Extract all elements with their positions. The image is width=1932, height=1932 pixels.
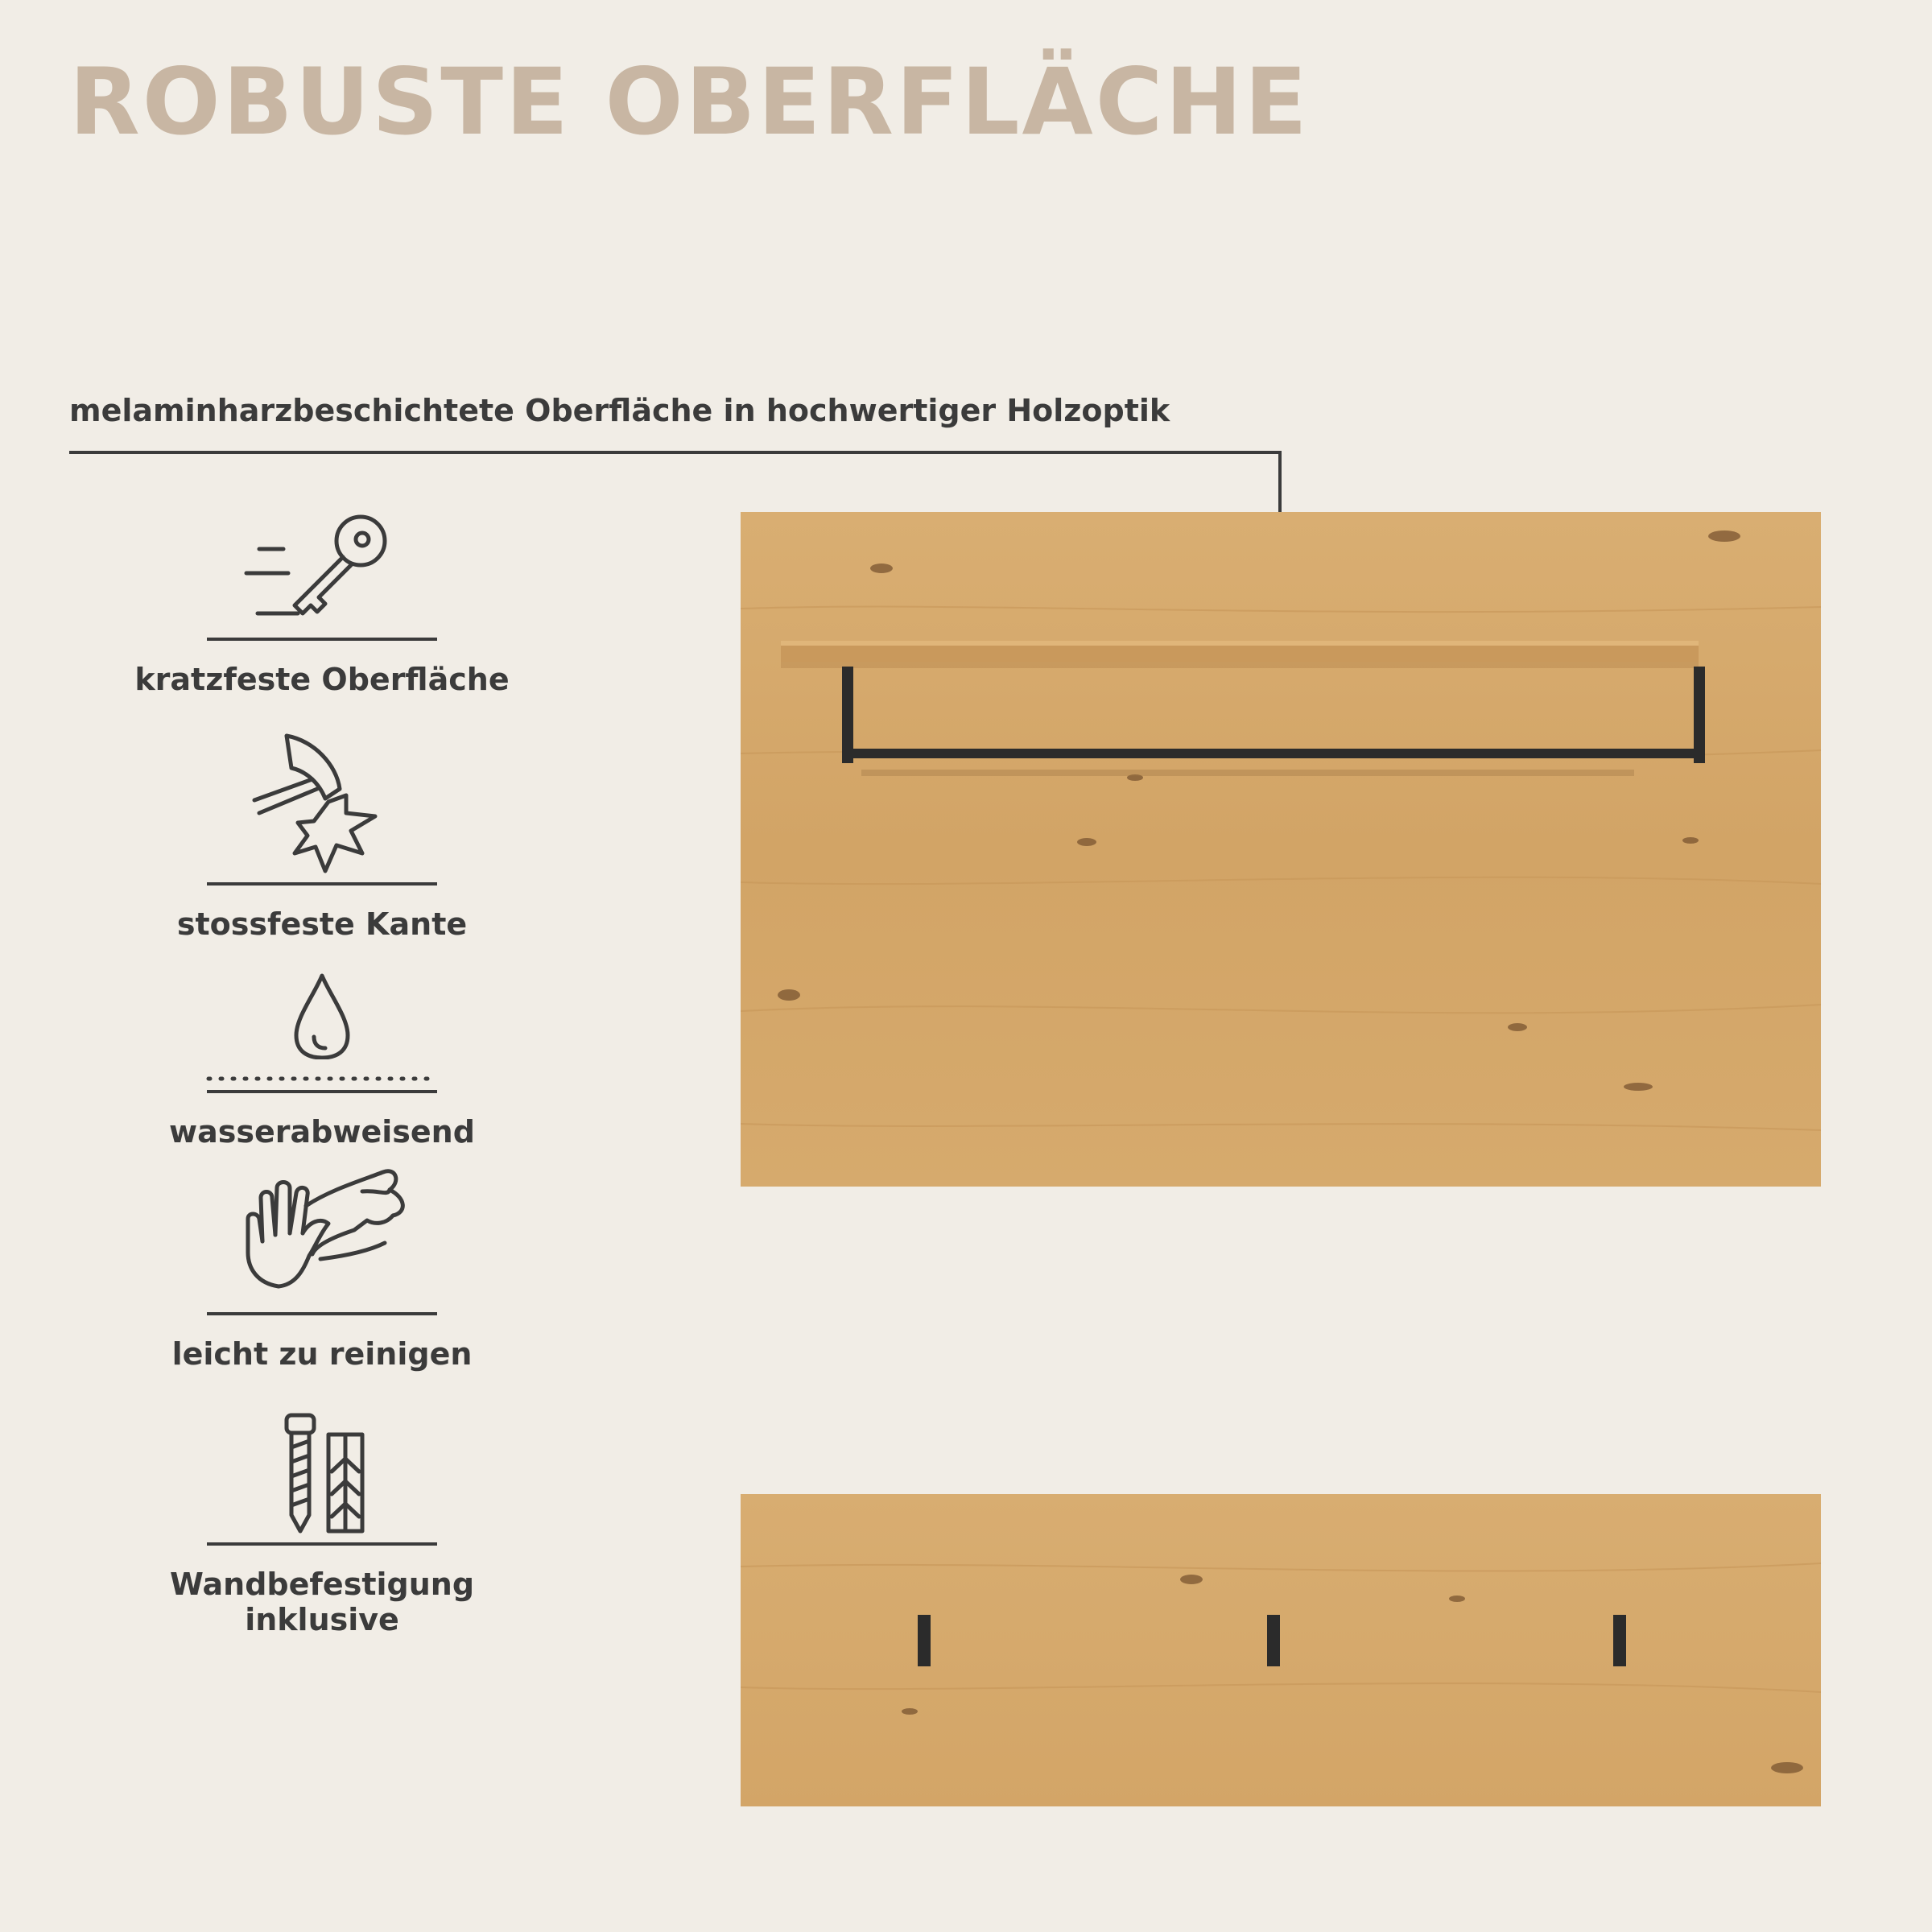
key-icon [242,507,402,628]
feature-label: stossfeste Kante [176,906,468,942]
feature-label: leicht zu reinigen [171,1336,473,1372]
feature-scratch-resistant [129,507,515,697]
dotted-line [205,1074,439,1098]
coat-hook [1613,1615,1626,1666]
feature-label-line2: inklusive [245,1602,399,1637]
divider-line [207,882,437,886]
feature-water-repellent [129,971,515,1150]
feature-label: wasserabweisend [169,1114,475,1150]
feature-label-line1: Wandbefestigung [169,1567,475,1602]
coat-hook [918,1615,931,1666]
coat-hook [1267,1615,1280,1666]
screw-dowel-icon [242,1410,402,1539]
page-title: ROBUSTE OBERFLÄCHE [69,48,1310,155]
divider-line [207,1312,437,1315]
divider-line [207,638,437,641]
feature-impact-resistant [129,733,515,942]
coat-hook-panel [741,1494,1821,1806]
divider-line [207,1542,437,1546]
feature-easy-clean [129,1166,515,1372]
hammer-impact-icon [242,733,402,877]
water-drop-icon [242,971,402,1059]
feature-label: kratzfeste Oberfläche [134,662,510,697]
feature-label [129,1567,515,1637]
wall-panel-with-shelf [741,512,1821,1187]
feature-wall-mount [129,1410,515,1637]
hand-cloth-icon [225,1166,419,1302]
callout-text: melaminharzbeschichtete Oberfläche in hochwertiger Holzoptik [69,393,1170,428]
